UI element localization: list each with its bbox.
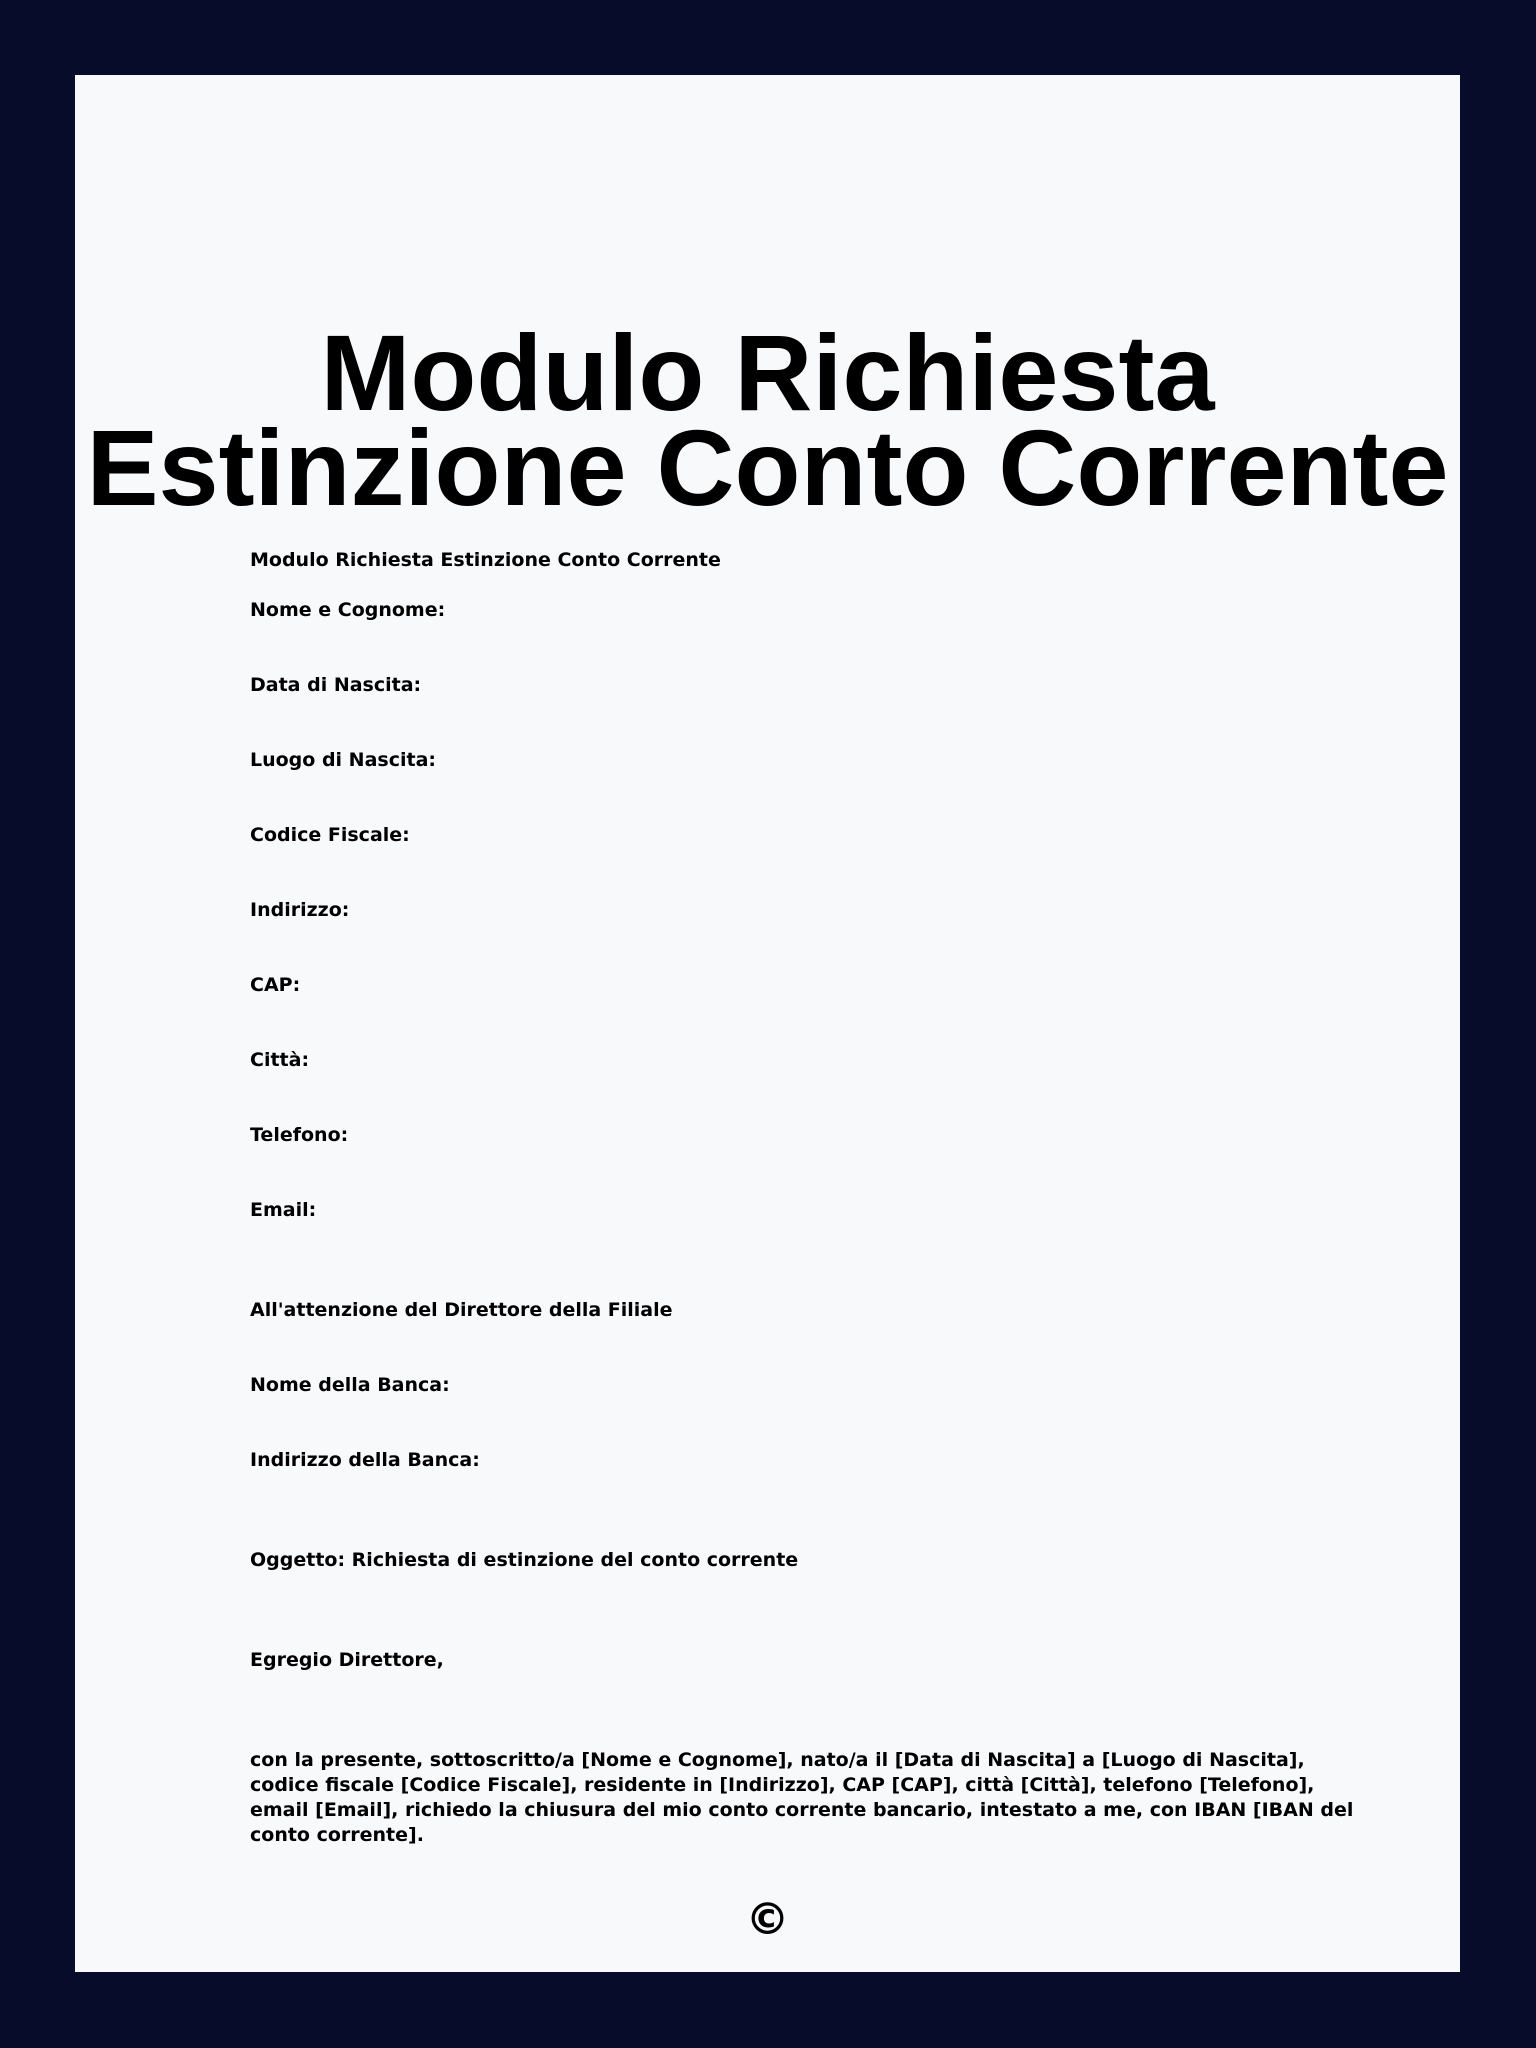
field-citta: Città: [250, 1049, 310, 1071]
salutation: Egregio Direttore, [250, 1649, 444, 1671]
attention-line: All'attenzione del Direttore della Filiale [250, 1299, 673, 1321]
subject-line: Oggetto: Richiesta di estinzione del conto corrente [250, 1549, 799, 1571]
field-indirizzo-banca: Indirizzo della Banca: [250, 1449, 480, 1471]
field-nome-cognome: Nome e Cognome: [250, 599, 446, 621]
field-codice-fiscale: Codice Fiscale: [250, 824, 410, 846]
field-cap: CAP: [250, 974, 301, 996]
body-paragraph: con la presente, sottoscritto/a [Nome e Cognome], nato/a il [Data di Nascita] a [Luogo di Nascita], codice fiscale [Codice Fiscale], residente in [Indirizzo], CAP [CAP], città [Città], telefono [Telefono], email [Email], richiedo la chiusura del mio conto corrente bancario, intestato a me, con IBAN [IBAN del conto corrente]. [250, 1749, 1354, 1846]
field-nome-banca: Nome della Banca: [250, 1374, 450, 1396]
field-telefono: Telefono: [250, 1124, 349, 1146]
field-data-nascita: Data di Nascita: [250, 674, 422, 696]
form-subtitle: Modulo Richiesta Estinzione Conto Corrente [250, 549, 721, 571]
field-email: Email: [250, 1199, 317, 1221]
copyright-icon: © [745, 1894, 790, 1945]
field-indirizzo: Indirizzo: [250, 899, 350, 921]
document-title: Modulo Richiesta Estinzione Conto Corrente [86, 312, 1449, 528]
field-luogo-nascita: Luogo di Nascita: [250, 749, 436, 771]
document-page [75, 75, 1460, 1972]
